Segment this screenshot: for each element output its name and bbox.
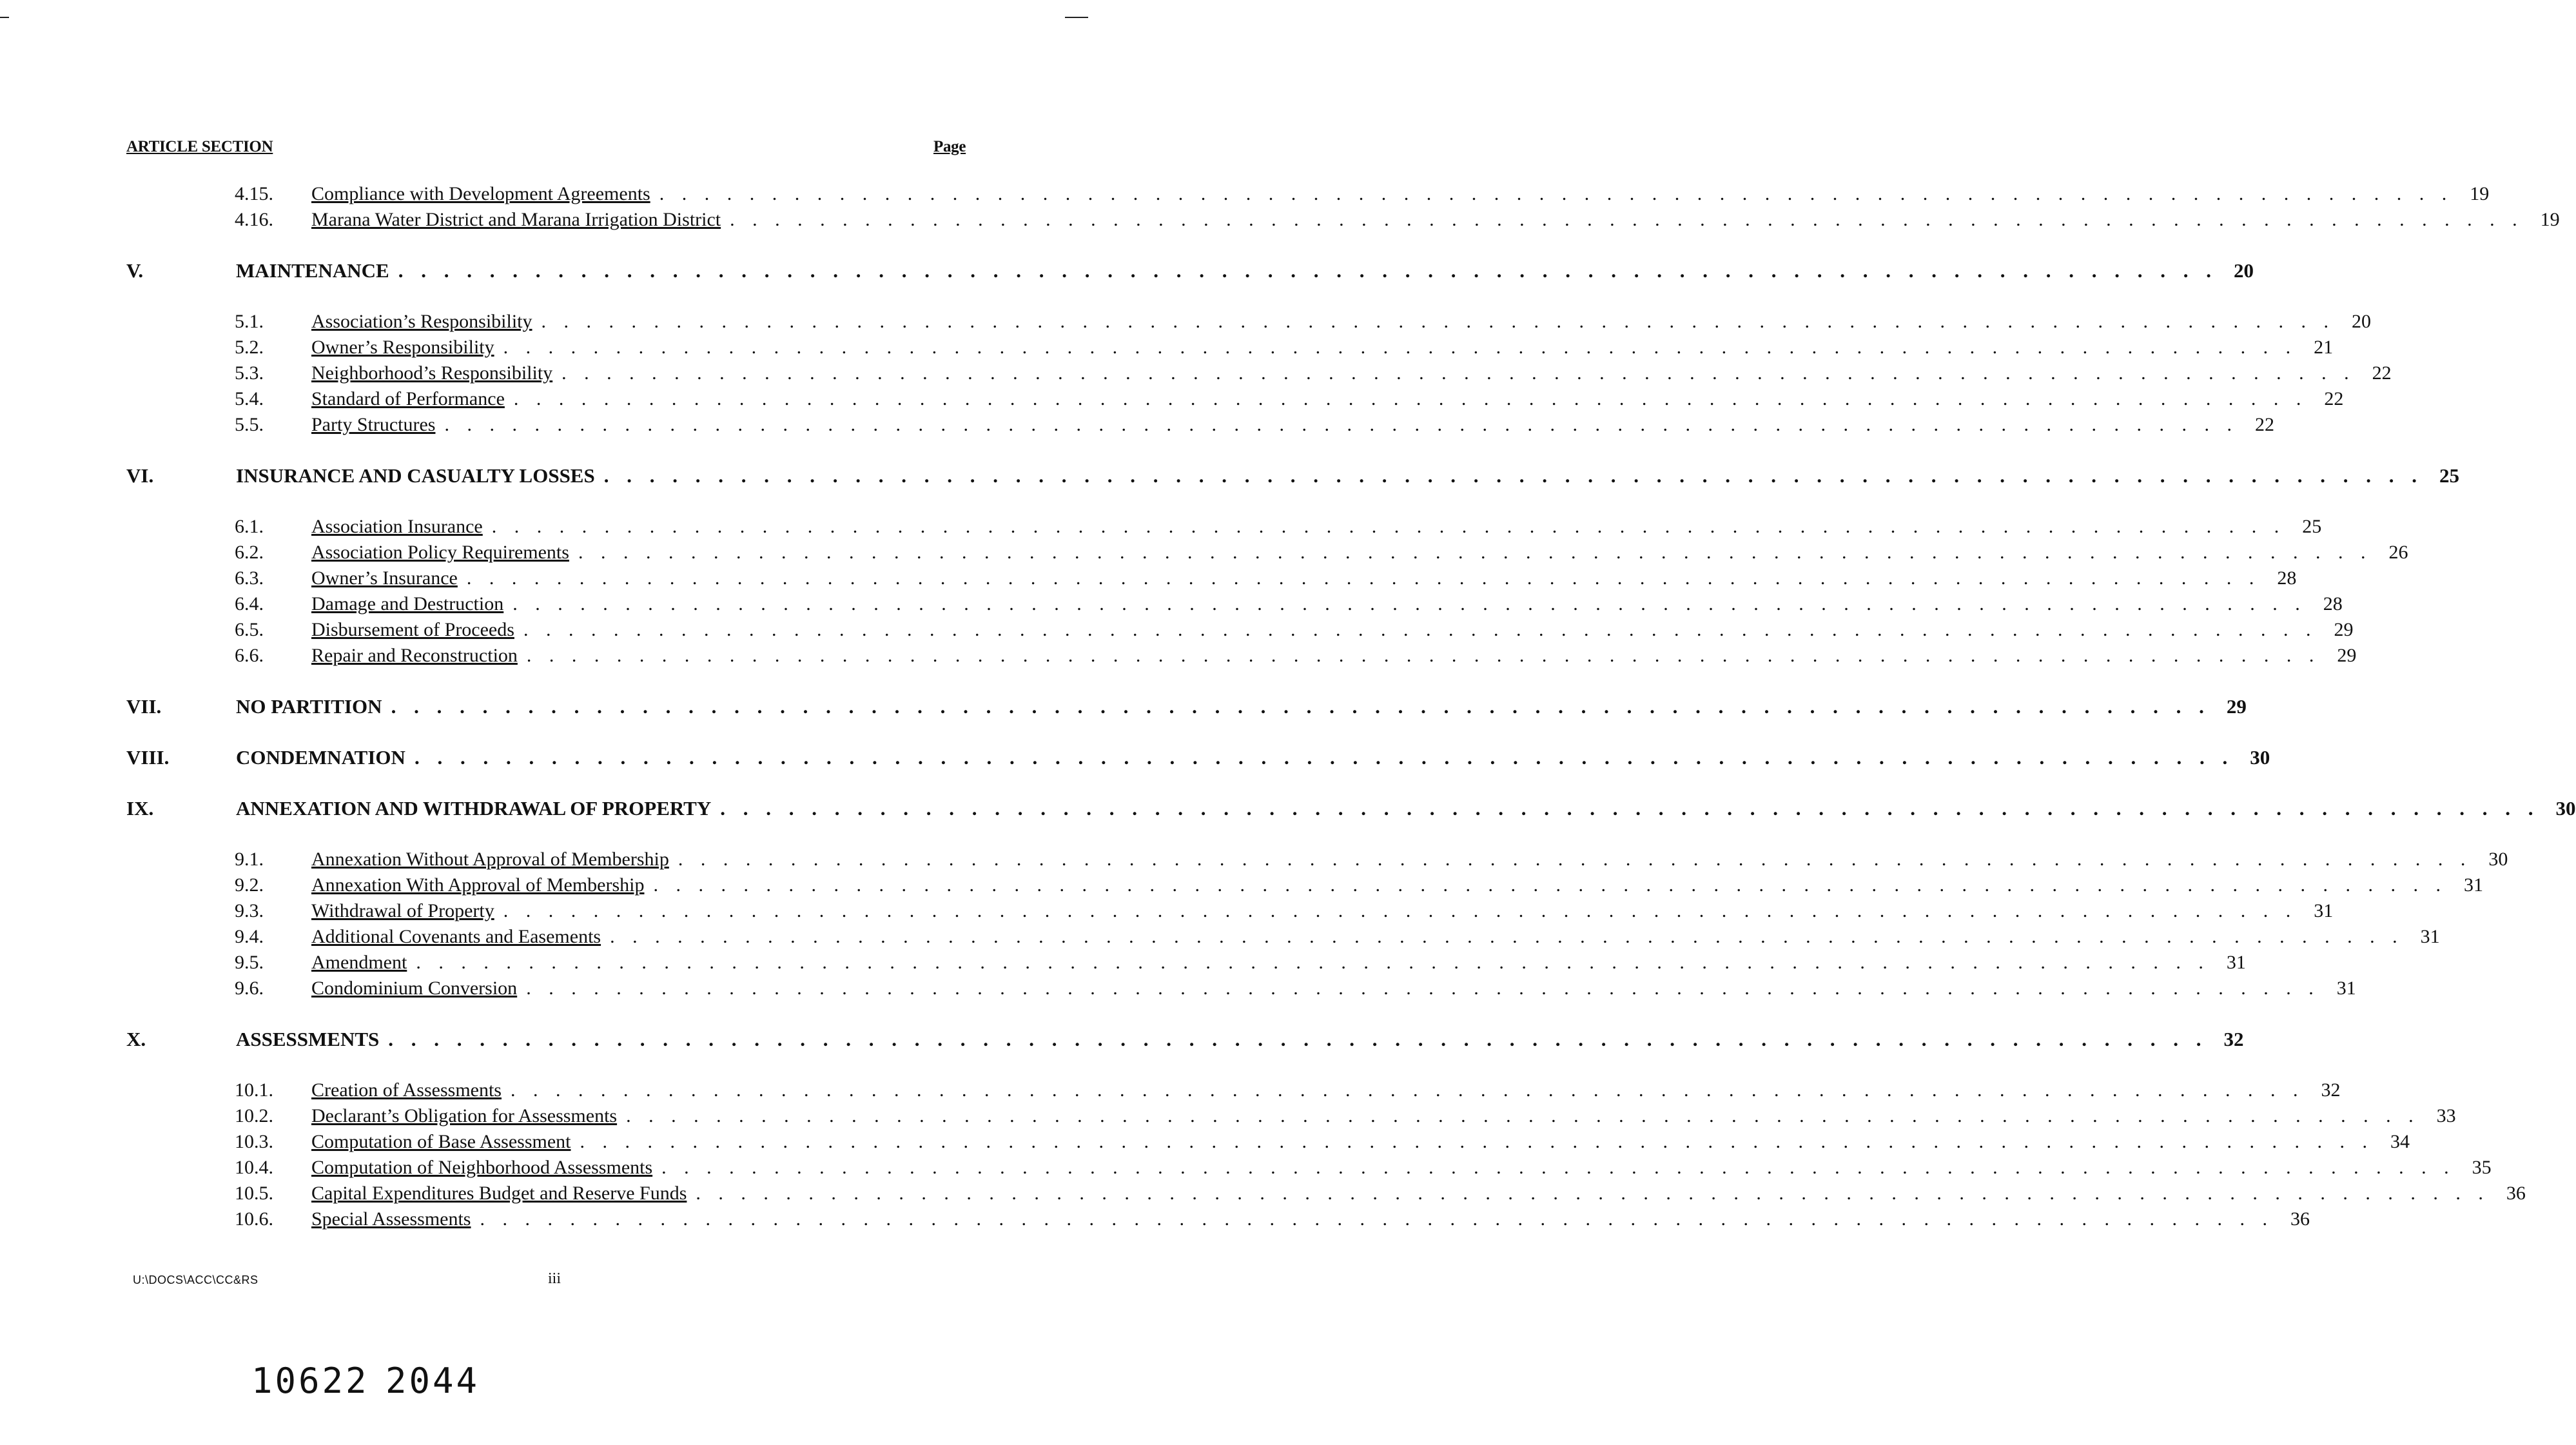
section-title: Disbursement of Proceeds [311, 619, 514, 640]
toc-section-row [126, 1103, 2456, 1129]
dot-leader: . . . . . . . . . . . . . . . . . . . . . . . . . . . . . . . . . . . . . . . . . . . . . . . . . . . . . . . . . . . . . . . . . . . . . . . . . . . . . . . . [480, 1208, 2274, 1230]
page-number: 31 [2420, 926, 2440, 947]
toc-section-row [126, 1077, 2341, 1103]
dot-leader: . . . . . . . . . . . . . . . . . . . . . . . . . . . . . . . . . . . . . . . . . . . . . . . . . . . . . . . . . . . . . . . . . . . . . . . . . . . . . . . . [491, 516, 2286, 537]
page-number: 31 [2336, 978, 2356, 999]
toc-spacer [126, 821, 975, 847]
toc-section-row [126, 514, 2322, 540]
article-number: VIII. [126, 746, 170, 769]
page-number: 25 [2439, 464, 2459, 487]
toc-section-row [126, 847, 2508, 872]
toc-spacer [126, 284, 975, 309]
table-of-contents [126, 181, 2576, 1232]
section-number: 10.1. [235, 1079, 273, 1101]
section-number: 9.1. [235, 849, 264, 870]
section-number: 5.3. [235, 362, 264, 384]
toc-spacer [126, 669, 975, 694]
toc-entry [311, 412, 2274, 438]
toc-entry [311, 591, 2343, 617]
article-number: VII. [126, 695, 162, 718]
section-title: Marana Water District and Marana Irrigation District [311, 209, 721, 230]
toc-entry [311, 617, 2354, 643]
toc-entry [311, 976, 2356, 1001]
toc-section-row [126, 412, 2274, 438]
toc-section-row [126, 181, 2490, 207]
toc-entry [236, 745, 2270, 771]
toc-entry [311, 924, 2440, 950]
document-stamp-number-left: 10622 [251, 1361, 369, 1401]
toc-entry [311, 207, 2560, 233]
page-number: 22 [2372, 362, 2392, 384]
article-number: X. [126, 1028, 146, 1050]
section-number: 5.2. [235, 337, 264, 358]
page-number: 34 [2390, 1131, 2410, 1152]
toc-entry [311, 1103, 2456, 1129]
toc-section-row [126, 386, 2344, 412]
toc-section-row [126, 1206, 2310, 1232]
dot-leader: . . . . . . . . . . . . . . . . . . . . . . . . . . . . . . . . . . . . . . . . . . . . . . . . . . . . . . . . . . . . . . . . . . . . . . . . . . . . . . . . [578, 542, 2372, 563]
toc-article-row [126, 258, 2254, 284]
page-number: 19 [2540, 209, 2560, 230]
toc-entry [311, 1155, 2492, 1181]
section-title: Repair and Reconstruction [311, 645, 518, 666]
article-number: V. [126, 259, 144, 282]
section-number: 6.6. [235, 645, 264, 666]
page-number: 28 [2277, 567, 2297, 589]
page-number: 29 [2334, 619, 2354, 640]
toc-section-row [126, 643, 2357, 669]
toc-section-row [126, 1181, 2526, 1206]
article-title: CONDEMNATION [236, 746, 405, 769]
document-stamp-number-right: 2044 [385, 1361, 480, 1401]
article-section-header: ARTICLE SECTION [126, 138, 273, 155]
toc-entry [311, 1129, 2410, 1155]
page-number: 20 [2233, 259, 2254, 282]
toc-entry [236, 258, 2254, 284]
dot-leader: . . . . . . . . . . . . . . . . . . . . . . . . . . . . . . . . . . . . . . . . . . . . . . . . . . . . . . . . . . . . . . . . . . . . . . . . . . . . . . . . [696, 1183, 2490, 1204]
page-number: 22 [2254, 414, 2274, 435]
toc-entry [311, 386, 2344, 412]
toc-entry [311, 872, 2483, 898]
section-title: Association Insurance [311, 516, 483, 537]
section-number: 9.3. [235, 900, 264, 921]
section-title: Association’s Responsibility [311, 311, 532, 332]
page-number: 32 [2321, 1079, 2341, 1101]
dot-leader: . . . . . . . . . . . . . . . . . . . . . . . . . . . . . . . . . . . . . . . . . . . . . . . . . . . . . . . . . . . . . . . . . . . . . . . . . . . . . . . . [416, 952, 2210, 973]
toc-entry [236, 694, 2247, 720]
toc-section-row [126, 360, 2392, 386]
section-number: 4.16. [235, 209, 273, 230]
toc-article-row [126, 745, 2270, 771]
toc-entry [311, 1206, 2310, 1232]
article-title: ASSESSMENTS [236, 1028, 380, 1050]
page-number: 29 [2226, 695, 2247, 718]
section-title: Computation of Neighborhood Assessments [311, 1157, 653, 1178]
toc-article-row [126, 1027, 2244, 1052]
toc-spacer [126, 771, 975, 796]
section-number: 9.5. [235, 952, 264, 973]
toc-spacer [126, 438, 975, 463]
toc-section-row [126, 898, 2334, 924]
toc-section-row [126, 617, 2354, 643]
section-number: 10.3. [235, 1131, 273, 1152]
toc-article-row [126, 694, 2247, 720]
dot-leader: . . . . . . . . . . . . . . . . . . . . . . . . . . . . . . . . . . . . . . . . . . . . . . . . . . . . . . . . . . . . . . . . . . . . . . . . . . . . . . . . [503, 900, 2298, 921]
section-number: 6.2. [235, 542, 264, 563]
toc-section-row [126, 1129, 2410, 1155]
article-title: NO PARTITION [236, 695, 382, 718]
dot-leader: . . . . . . . . . . . . . . . . . . . . . . . . . . . . . . . . . . . . . . . . . . . . . . . . . . . . . . . . . . . . . . . . . . . . . . . . . . . . . . . . [626, 1105, 2420, 1126]
toc-article-row [126, 796, 2576, 821]
section-title: Damage and Destruction [311, 593, 504, 614]
toc-entry [311, 643, 2357, 669]
dot-leader: . . . . . . . . . . . . . . . . . . . . . . . . . . . . . . . . . . . . . . . . . . . . . . . . . . . . . . . . . . . . . . . . . . . . . . . . . . . . . . . . [513, 388, 2308, 409]
toc-section-row [126, 591, 2343, 617]
section-title: Owner’s Responsibility [311, 337, 494, 358]
page-number: 31 [2464, 874, 2483, 896]
toc-entry [236, 796, 2576, 821]
section-number: 5.1. [235, 311, 264, 332]
section-number: 9.2. [235, 874, 264, 896]
page-number: 28 [2323, 593, 2343, 614]
dot-leader: . . . . . . . . . . . . . . . . . . . . . . . . . . . . . . . . . . . . . . . . . . . . . . . . . . . . . . . . . . . . . . . . . . . . . . . . . . . . . . . . [561, 362, 2356, 384]
toc-section-row [126, 309, 2372, 335]
dot-leader: . . . . . . . . . . . . . . . . . . . . . . . . . . . . . . . . . . . . . . . . . . . . . . . . . . . . . . . . . . . . . . . . . . . . . . . . . . . . . . . . [510, 1079, 2305, 1101]
toc-spacer [126, 489, 975, 514]
section-title: Condominium Conversion [311, 978, 518, 999]
toc-entry [311, 565, 2297, 591]
section-title: Owner’s Insurance [311, 567, 458, 589]
page-number: 32 [2223, 1028, 2244, 1050]
toc-entry [311, 898, 2334, 924]
toc-section-row [126, 924, 2440, 950]
page-number: 26 [2388, 542, 2408, 563]
toc-spacer [126, 720, 975, 745]
page-number: 30 [2250, 746, 2270, 769]
toc-entry [311, 950, 2246, 976]
section-title: Party Structures [311, 414, 436, 435]
dot-leader: . . . . . . . . . . . . . . . . . . . . . . . . . . . . . . . . . . . . . . . . . . . . . . . . . . . . . . . . . . . . . . . . . . . . . . . . . . . . . . . . [391, 695, 2210, 718]
toc-entry [311, 360, 2392, 386]
toc-entry [311, 335, 2334, 360]
dot-leader: . . . . . . . . . . . . . . . . . . . . . . . . . . . . . . . . . . . . . . . . . . . . . . . . . . . . . . . . . . . . . . . . . . . . . . . . . . . . . . . . [541, 311, 2336, 332]
dot-leader: . . . . . . . . . . . . . . . . . . . . . . . . . . . . . . . . . . . . . . . . . . . . . . . . . . . . . . . . . . . . . . . . . . . . . . . . . . . . . . . . [398, 259, 2218, 282]
scan-corner-mark-right [1065, 17, 1088, 18]
dot-leader: . . . . . . . . . . . . . . . . . . . . . . . . . . . . . . . . . . . . . . . . . . . . . . . . . . . . . . . . . . . . . . . . . . . . . . . . . . . . . . . . [720, 797, 2540, 820]
page-number: 31 [2226, 952, 2246, 973]
toc-section-row [126, 950, 2246, 976]
section-title: Special Assessments [311, 1208, 471, 1230]
page-number: 36 [2290, 1208, 2310, 1230]
toc-spacer [126, 1052, 975, 1077]
section-number: 6.1. [235, 516, 264, 537]
dot-leader: . . . . . . . . . . . . . . . . . . . . . . . . . . . . . . . . . . . . . . . . . . . . . . . . . . . . . . . . . . . . . . . . . . . . . . . . . . . . . . . . [678, 849, 2472, 870]
toc-spacer [126, 1001, 975, 1027]
toc-section-row [126, 335, 2334, 360]
page-number: 30 [2555, 797, 2576, 820]
toc-section-row [126, 207, 2560, 233]
section-number: 9.4. [235, 926, 264, 947]
toc-entry [311, 309, 2372, 335]
footer-page-number: iii [548, 1270, 561, 1287]
toc-entry [236, 463, 2459, 489]
section-title: Standard of Performance [311, 388, 505, 409]
section-number: 5.5. [235, 414, 264, 435]
toc-article-row [126, 463, 2459, 489]
dot-leader: . . . . . . . . . . . . . . . . . . . . . . . . . . . . . . . . . . . . . . . . . . . . . . . . . . . . . . . . . . . . . . . . . . . . . . . . . . . . . . . . [523, 619, 2317, 640]
toc-entry [311, 181, 2490, 207]
dot-leader: . . . . . . . . . . . . . . . . . . . . . . . . . . . . . . . . . . . . . . . . . . . . . . . . . . . . . . . . . . . . . . . . . . . . . . . . . . . . . . . . [661, 1157, 2455, 1178]
page-column-header: Page [933, 138, 966, 155]
article-number: IX. [126, 797, 154, 820]
dot-leader: . . . . . . . . . . . . . . . . . . . . . . . . . . . . . . . . . . . . . . . . . . . . . . . . . . . . . . . . . . . . . . . . . . . . . . . . . . . . . . . . [730, 209, 2524, 230]
article-title: INSURANCE AND CASUALTY LOSSES [236, 464, 595, 487]
section-title: Annexation Without Approval of Membership [311, 849, 669, 870]
toc-entry [311, 847, 2508, 872]
toc-entry [236, 1027, 2244, 1052]
toc-section-row [126, 976, 2356, 1001]
dot-leader: . . . . . . . . . . . . . . . . . . . . . . . . . . . . . . . . . . . . . . . . . . . . . . . . . . . . . . . . . . . . . . . . . . . . . . . . . . . . . . . . [653, 874, 2447, 896]
page-number: 33 [2436, 1105, 2456, 1126]
toc-spacer [126, 233, 975, 258]
section-number: 5.4. [235, 388, 264, 409]
section-title: Association Policy Requirements [311, 542, 569, 563]
dot-leader: . . . . . . . . . . . . . . . . . . . . . . . . . . . . . . . . . . . . . . . . . . . . . . . . . . . . . . . . . . . . . . . . . . . . . . . . . . . . . . . . [414, 746, 2234, 769]
dot-leader: . . . . . . . . . . . . . . . . . . . . . . . . . . . . . . . . . . . . . . . . . . . . . . . . . . . . . . . . . . . . . . . . . . . . . . . . . . . . . . . . [659, 183, 2454, 204]
section-title: Compliance with Development Agreements [311, 183, 650, 204]
section-number: 10.6. [235, 1208, 273, 1230]
page-number: 25 [2302, 516, 2322, 537]
section-title: Creation of Assessments [311, 1079, 502, 1101]
dot-leader: . . . . . . . . . . . . . . . . . . . . . . . . . . . . . . . . . . . . . . . . . . . . . . . . . . . . . . . . . . . . . . . . . . . . . . . . . . . . . . . . [444, 414, 2238, 435]
dot-leader: . . . . . . . . . . . . . . . . . . . . . . . . . . . . . . . . . . . . . . . . . . . . . . . . . . . . . . . . . . . . . . . . . . . . . . . . . . . . . . . . [580, 1131, 2374, 1152]
article-number: VI. [126, 464, 154, 487]
scan-corner-mark-left [0, 17, 9, 18]
dot-leader: . . . . . . . . . . . . . . . . . . . . . . . . . . . . . . . . . . . . . . . . . . . . . . . . . . . . . . . . . . . . . . . . . . . . . . . . . . . . . . . . [610, 926, 2404, 947]
section-title: Declarant’s Obligation for Assessments [311, 1105, 618, 1126]
page-number: 36 [2506, 1183, 2526, 1204]
toc-entry [311, 514, 2322, 540]
toc-section-row [126, 1155, 2492, 1181]
section-number: 10.4. [235, 1157, 273, 1178]
toc-section-row [126, 565, 2297, 591]
section-number: 6.4. [235, 593, 264, 614]
page-number: 20 [2352, 311, 2372, 332]
toc-entry [311, 1077, 2341, 1103]
section-title: Additional Covenants and Easements [311, 926, 601, 947]
section-title: Annexation With Approval of Membership [311, 874, 645, 896]
section-number: 6.5. [235, 619, 264, 640]
section-number: 10.5. [235, 1183, 273, 1204]
toc-entry [311, 1181, 2526, 1206]
footer-file-path: U:\DOCS\ACC\CC&RS [133, 1273, 259, 1286]
page-number: 31 [2314, 900, 2334, 921]
page-number: 29 [2337, 645, 2357, 666]
toc-section-row [126, 872, 2483, 898]
section-title: Withdrawal of Property [311, 900, 494, 921]
toc-section-row [126, 540, 2408, 565]
article-title: ANNEXATION AND WITHDRAWAL OF PROPERTY [236, 797, 712, 820]
section-number: 10.2. [235, 1105, 273, 1126]
dot-leader: . . . . . . . . . . . . . . . . . . . . . . . . . . . . . . . . . . . . . . . . . . . . . . . . . . . . . . . . . . . . . . . . . . . . . . . . . . . . . . . . [466, 567, 2261, 589]
section-title: Capital Expenditures Budget and Reserve Funds [311, 1183, 687, 1204]
dot-leader: . . . . . . . . . . . . . . . . . . . . . . . . . . . . . . . . . . . . . . . . . . . . . . . . . . . . . . . . . . . . . . . . . . . . . . . . . . . . . . . . [603, 464, 2423, 487]
dot-leader: . . . . . . . . . . . . . . . . . . . . . . . . . . . . . . . . . . . . . . . . . . . . . . . . . . . . . . . . . . . . . . . . . . . . . . . . . . . . . . . . [512, 593, 2307, 614]
page-number: 30 [2488, 849, 2508, 870]
dot-leader: . . . . . . . . . . . . . . . . . . . . . . . . . . . . . . . . . . . . . . . . . . . . . . . . . . . . . . . . . . . . . . . . . . . . . . . . . . . . . . . . [388, 1028, 2208, 1050]
dot-leader: . . . . . . . . . . . . . . . . . . . . . . . . . . . . . . . . . . . . . . . . . . . . . . . . . . . . . . . . . . . . . . . . . . . . . . . . . . . . . . . . [526, 645, 2321, 666]
page-number: 22 [2324, 388, 2344, 409]
page-number: 21 [2314, 337, 2334, 358]
section-title: Neighborhood’s Responsibility [311, 362, 553, 384]
page-number: 35 [2472, 1157, 2492, 1178]
toc-entry [311, 540, 2408, 565]
page-number: 19 [2470, 183, 2490, 204]
section-title: Computation of Base Assessment [311, 1131, 571, 1152]
dot-leader: . . . . . . . . . . . . . . . . . . . . . . . . . . . . . . . . . . . . . . . . . . . . . . . . . . . . . . . . . . . . . . . . . . . . . . . . . . . . . . . . [526, 978, 2320, 999]
section-number: 4.15. [235, 183, 273, 204]
section-title: Amendment [311, 952, 407, 973]
dot-leader: . . . . . . . . . . . . . . . . . . . . . . . . . . . . . . . . . . . . . . . . . . . . . . . . . . . . . . . . . . . . . . . . . . . . . . . . . . . . . . . . [503, 337, 2298, 358]
section-number: 6.3. [235, 567, 264, 589]
section-number: 9.6. [235, 978, 264, 999]
article-title: MAINTENANCE [236, 259, 389, 282]
